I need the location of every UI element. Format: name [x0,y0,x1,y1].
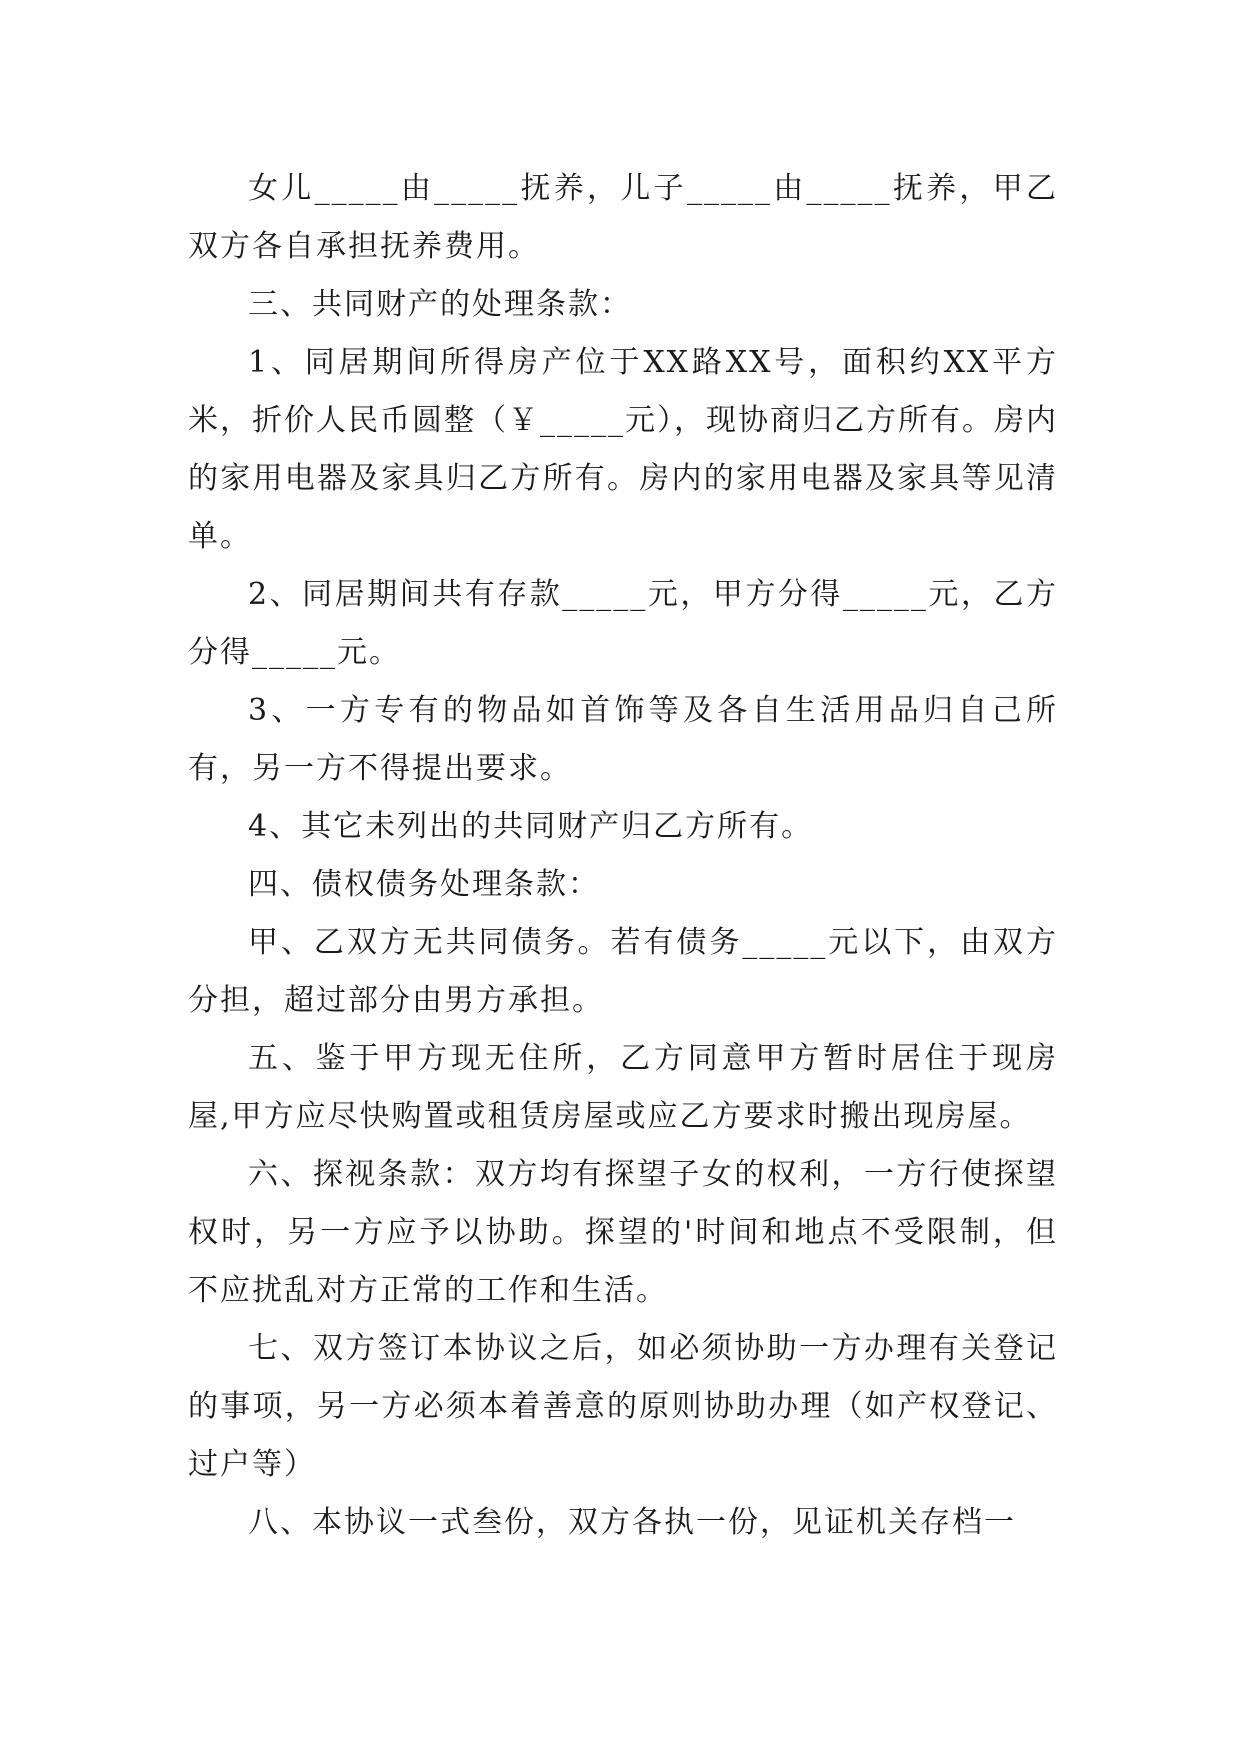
paragraph-property-2: 2、同居期间共有存款_____元，甲方分得_____元，乙方分得_____元。 [188,577,1058,670]
paragraph-debts: 甲、乙双方无共同债务。若有债务_____元以下，由双方分担，超过部分由男方承担。 [188,925,1058,1018]
paragraph-residence: 五、鉴于甲方现无住所，乙方同意甲方暂时居住于现房屋,甲方应尽快购置或租赁房屋或应乙方要求时搬出现房屋。 [188,1041,1058,1134]
heading-debts: 四、债权债务处理条款： [248,867,600,902]
document-body [188,160,1058,1552]
paragraph-copies: 八、本协议一式叁份，双方各执一份，见证机关存档一 [248,1505,1016,1540]
paragraph-property-3: 3、一方专有的物品如首饰等及各自生活用品归自己所有，另一方不得提出要求。 [188,693,1058,786]
heading-joint-property: 三、共同财产的处理条款： [248,287,632,322]
paragraph-registration: 七、双方签订本协议之后，如必须协助一方办理有关登记的事项，另一方必须本着善意的原则协助办理（如产权登记、过户等） [188,1331,1058,1482]
paragraph-property-1: 1、同居期间所得房产位于XX路XX号，面积约XX平方米，折价人民币圆整（￥_____元），现协商归乙方所有。房内的家用电器及家具归乙方所有。房内的家用电器及家具等见清单。 [188,345,1058,554]
paragraph-custody: 女儿_____由_____抚养，儿子_____由_____抚养，甲乙双方各自承担抚养费用。 [188,171,1058,264]
paragraph-visitation: 六、探视条款：双方均有探望子女的权利，一方行使探望权时，另一方应予以协助。探望的'时间和地点不受限制，但不应扰乱对方正常的工作和生活。 [188,1157,1058,1308]
paragraph-property-4: 4、其它未列出的共同财产归乙方所有。 [248,809,814,844]
